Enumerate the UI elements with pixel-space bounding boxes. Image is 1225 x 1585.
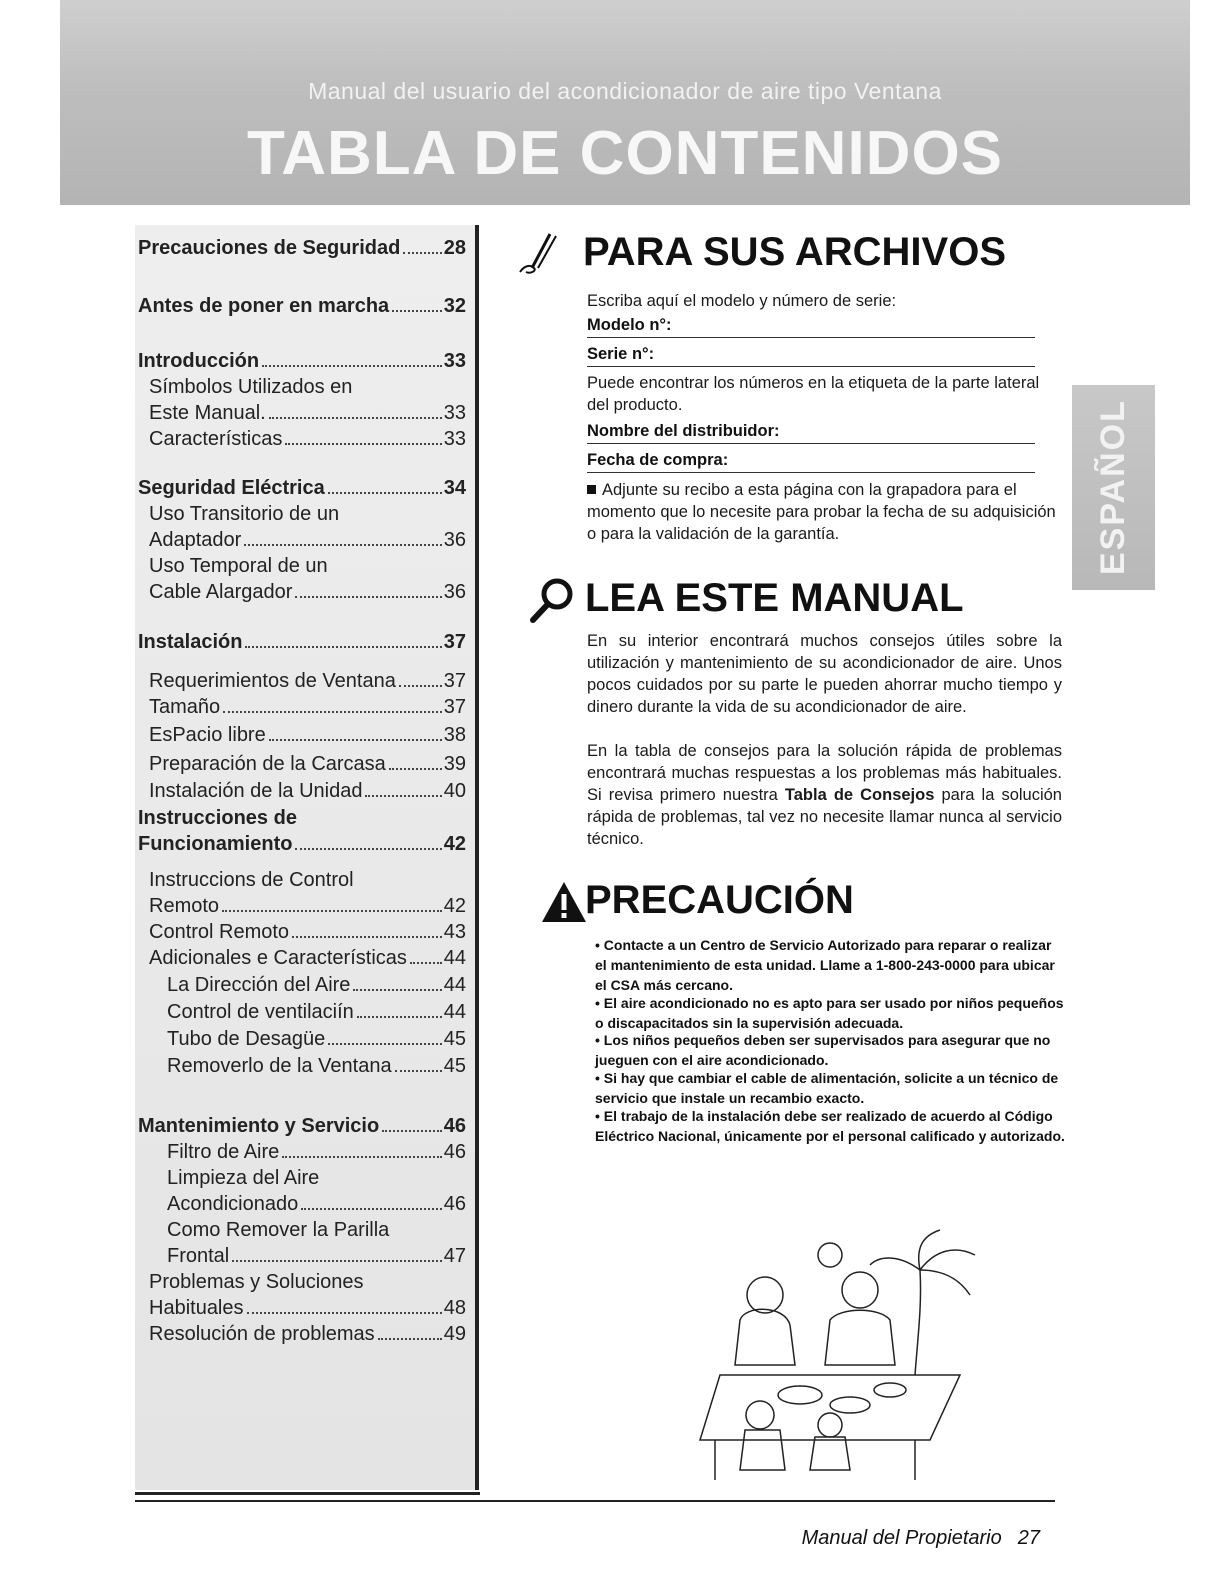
- language-tab-label: ESPAÑOL: [1094, 399, 1132, 576]
- bullet-icon: •: [595, 1032, 604, 1048]
- toc-leader-dots: [365, 795, 441, 797]
- caution-title: PRECAUCIÓN: [585, 878, 854, 922]
- caution-item: [595, 935, 1065, 995]
- toc-entry-label: Frontal: [167, 1245, 230, 1267]
- toc-entry-label: Requerimientos de Ventana: [149, 670, 396, 692]
- caution-item: [595, 1030, 1065, 1070]
- toc-entry: [149, 893, 466, 919]
- page-title: TABLA DE CONTENIDOS: [246, 119, 1004, 188]
- toc-entry-page: 39: [443, 753, 466, 775]
- toc-entry: [167, 1243, 466, 1269]
- toc-entry: [167, 1026, 466, 1052]
- magnifier-icon: [527, 574, 577, 624]
- toc-entry: [149, 400, 466, 426]
- read-manual-title: LEA ESTE MANUAL: [585, 576, 964, 620]
- toc-entry-label: Tubo de Desagüe: [167, 1028, 326, 1050]
- toc-entry: [149, 1269, 466, 1295]
- toc-entry-label: Control Remoto: [149, 921, 290, 943]
- toc-leader-dots: [403, 252, 441, 254]
- toc-bottom-border: [135, 1492, 480, 1495]
- toc-entry-label: EsPacio libre: [149, 724, 266, 746]
- toc-entry: [149, 426, 466, 452]
- toc-entry-page: 33: [443, 350, 466, 372]
- records-note: Puede encontrar los números en la etiqueta de la parte lateral del producto.: [587, 374, 1040, 414]
- toc-entry-label: Seguridad Eléctrica: [138, 477, 325, 499]
- toc-entry-label: Uso Temporal de un: [149, 555, 328, 577]
- toc-entry-label: Uso Transitorio de un: [149, 503, 340, 525]
- toc-entry-page: 38: [443, 724, 466, 746]
- toc-entry: [167, 972, 466, 998]
- toc-entry: [138, 475, 466, 501]
- toc-leader-dots: [292, 936, 442, 938]
- toc-leader-dots: [395, 1070, 442, 1072]
- bullet-icon: •: [595, 937, 604, 953]
- toc-entry-label: Adaptador: [149, 529, 242, 551]
- warning-icon: [540, 880, 588, 924]
- model-field: Modelo n°:: [587, 316, 1035, 338]
- toc-entry: [167, 1165, 466, 1191]
- toc-entry-page: 37: [443, 696, 466, 718]
- toc-entry-label: Limpieza del Aire: [167, 1167, 320, 1189]
- toc-leader-dots: [328, 492, 442, 494]
- toc-entry-page: 45: [443, 1055, 466, 1077]
- toc-entry-page: 32: [443, 295, 466, 317]
- records-intro: Escriba aquí el modelo y número de serie:: [587, 292, 897, 310]
- bullet-icon: •: [595, 1108, 604, 1124]
- toc-leader-dots: [244, 544, 441, 546]
- caution-item: [595, 1068, 1065, 1108]
- toc-entry-page: 46: [443, 1115, 466, 1137]
- toc-entry-page: 33: [443, 428, 466, 450]
- toc-entry-page: 46: [443, 1141, 466, 1163]
- bullet-icon: •: [595, 1070, 604, 1086]
- toc-entry-label: Adicionales e Características: [149, 947, 407, 969]
- toc-entry: [149, 1321, 466, 1347]
- toc-entry: [149, 374, 466, 400]
- read-manual-p1: En su interior encontrará muchos consejos útiles sobre la utilización y mantenimiento de su acondicionador de aire. Unos pocos cuidados por su parte le pueden ahorrar mucho tiempo y dinero durante la vida de su acondicionador de aire.: [587, 632, 1062, 716]
- toc-leader-dots: [301, 1208, 442, 1210]
- toc-entry-label: Instalación: [138, 631, 243, 653]
- toc-entry-label: La Dirección del Aire: [167, 974, 351, 996]
- toc-entry-label: Habituales: [149, 1297, 244, 1319]
- toc-entry: [138, 805, 466, 831]
- toc-leader-dots: [295, 848, 441, 850]
- dealer-field: Nombre del distribuidor:: [587, 422, 1035, 444]
- toc-entry-page: 36: [443, 529, 466, 551]
- toc-entry-page: 28: [443, 237, 466, 259]
- toc-leader-dots: [389, 768, 442, 770]
- toc-entry-page: 37: [443, 670, 466, 692]
- toc-entry-page: 46: [443, 1193, 466, 1215]
- toc-entry: [149, 722, 466, 748]
- toc-entry-page: 37: [443, 631, 466, 653]
- toc-entry-label: Funcionamiento: [138, 833, 293, 855]
- family-picnic-illustration: [690, 1225, 990, 1490]
- toc-entry-page: 36: [443, 581, 466, 603]
- footer-label: Manual del Propietario: [801, 1527, 1002, 1549]
- toc-leader-dots: [382, 1130, 442, 1132]
- toc-entry: [149, 867, 466, 893]
- toc-entry-page: 33: [443, 402, 466, 424]
- records-bullet-text: Adjunte su recibo a esta página con la grapadora para el momento que lo necesite para probar la fecha de su adquisición o para la validación de la garantía.: [587, 481, 1056, 543]
- toc-entry: [167, 1191, 466, 1217]
- toc-entry-label: Problemas y Soluciones: [149, 1271, 364, 1293]
- toc-entry: [149, 778, 466, 804]
- toc-leader-dots: [392, 310, 442, 312]
- toc-entry-label: Preparación de la Carcasa: [149, 753, 386, 775]
- toc-entry-page: 47: [443, 1245, 466, 1267]
- toc-entry-label: Características: [149, 428, 283, 450]
- toc-entry-label: Cable Alargador: [149, 581, 293, 603]
- language-tab: [1072, 385, 1155, 590]
- toc-entry-label: Precauciones de Seguridad: [138, 237, 401, 259]
- toc-entry-label: Remoto: [149, 895, 220, 917]
- caution-item: [595, 993, 1065, 1033]
- read-manual-p2-text: En la tabla de consejos para la solución rápida de problemas encontrará muchas respuestas a los problemas más habituales. Si revisa primero nuestra: [587, 742, 1062, 804]
- footer: [802, 1527, 1040, 1550]
- toc-entry: [149, 501, 466, 527]
- toc-entry-page: 44: [443, 974, 466, 996]
- purchase-date-field: Fecha de compra:: [587, 451, 1035, 473]
- page-number: 27: [1017, 1527, 1040, 1549]
- toc-leader-dots: [247, 1312, 442, 1314]
- toc-entry-label: Mantenimiento y Servicio: [138, 1115, 380, 1137]
- toc-entry-label: Introducción: [138, 350, 260, 372]
- toc-entry: [149, 579, 466, 605]
- toc-entry: [167, 1139, 466, 1165]
- toc-entry-label: Instalación de la Unidad: [149, 780, 363, 802]
- toc-entry-label: Como Remover la Parilla: [167, 1219, 390, 1241]
- toc-entry-label: Este Manual.: [149, 402, 266, 424]
- toc-entry: [149, 1295, 466, 1321]
- toc-entry: [138, 348, 466, 374]
- toc-leader-dots: [222, 910, 442, 912]
- toc-entry-label: Símbolos Utilizados en: [149, 376, 353, 398]
- toc-entry: [149, 919, 466, 945]
- toc-leader-dots: [269, 417, 442, 419]
- pen-icon: [510, 228, 560, 278]
- toc-leader-dots: [245, 646, 441, 648]
- toc-entry-page: 43: [443, 921, 466, 943]
- toc-leader-dots: [357, 1016, 442, 1018]
- toc-entry: [167, 1053, 466, 1079]
- toc-entry: [149, 668, 466, 694]
- caution-item: [595, 1106, 1065, 1146]
- header-banner: [60, 0, 1190, 205]
- toc-entry: [149, 553, 466, 579]
- toc-leader-dots: [353, 989, 441, 991]
- toc-entry-page: 48: [443, 1297, 466, 1319]
- toc-entry: [149, 527, 466, 553]
- toc-entry-page: 40: [443, 780, 466, 802]
- toc-entry: [138, 235, 466, 261]
- toc-entry-label: Acondicionado: [167, 1193, 299, 1215]
- toc-entry: [149, 751, 466, 777]
- toc-leader-dots: [378, 1338, 442, 1340]
- toc-entry-label: Instruccions de Control: [149, 869, 354, 891]
- toc-leader-dots: [285, 443, 441, 445]
- records-bullet: [587, 479, 1057, 545]
- toc-entry: [138, 629, 466, 655]
- bullet-icon: •: [595, 995, 604, 1011]
- serial-field: Serie n°:: [587, 345, 1035, 367]
- toc-leader-dots: [410, 962, 442, 964]
- toc-entry-page: 44: [443, 1001, 466, 1023]
- toc-leader-dots: [232, 1260, 442, 1262]
- caution-item-text: El trabajo de la instalación debe ser realizado de acuerdo al Código Eléctrico Nacional, únicamente por el personal calificado y autorizado.: [595, 1108, 1065, 1144]
- toc-leader-dots: [328, 1043, 441, 1045]
- toc-leader-dots: [399, 685, 442, 687]
- toc-entry: [149, 945, 466, 971]
- toc-leader-dots: [269, 739, 442, 741]
- toc-entry: [149, 694, 466, 720]
- toc-entry-label: Removerlo de la Ventana: [167, 1055, 392, 1077]
- toc-entry-page: 49: [443, 1323, 466, 1345]
- toc-entry-page: 42: [443, 833, 466, 855]
- records-title: PARA SUS ARCHIVOS: [583, 230, 1007, 274]
- toc-leader-dots: [223, 711, 442, 713]
- footer-rule: [135, 1500, 1055, 1502]
- toc-leader-dots: [282, 1156, 441, 1158]
- toc-leader-dots: [262, 365, 442, 367]
- toc-entry: [138, 293, 466, 319]
- toc-entry-label: Antes de poner en marcha: [138, 295, 390, 317]
- toc-entry-label: Control de ventilaciín: [167, 1001, 354, 1023]
- toc-entry-page: 42: [443, 895, 466, 917]
- toc-entry-label: Filtro de Aire: [167, 1141, 280, 1163]
- square-bullet-icon: [587, 485, 596, 494]
- toc-entry-page: 45: [443, 1028, 466, 1050]
- banner-subtitle: Manual del usuario del acondicionador de aire tipo Ventana: [308, 78, 942, 104]
- read-manual-p2-tail: para la solución rápida de problemas, tal vez no necesite llamar nunca al servicio técnico.: [587, 786, 1062, 848]
- caution-item-text: Los niños pequeños deben ser supervisados para asegurar que no jueguen con el aire acondicionado.: [595, 1032, 1051, 1068]
- tips-table-reference: Tabla de Consejos: [784, 786, 935, 804]
- toc-entry: [167, 1217, 466, 1243]
- caution-item-text: Contacte a un Centro de Servicio Autorizado para reparar o realizar el mantenimiento de esta unidad. Llame a 1-800-243-0000 para ubicar el CSA más cercano.: [595, 937, 1055, 993]
- toc-entry-page: 44: [443, 947, 466, 969]
- toc-entry-label: Resolución de problemas: [149, 1323, 375, 1345]
- toc-entry-page: 34: [443, 477, 466, 499]
- toc-entry-label: Instrucciones de: [138, 807, 297, 829]
- toc-leader-dots: [295, 596, 441, 598]
- read-manual-p2: [587, 740, 1062, 850]
- toc-entry: [138, 831, 466, 857]
- toc-entry: [167, 999, 466, 1025]
- toc-entry: [138, 1113, 466, 1139]
- caution-item-text: Si hay que cambiar el cable de alimentación, solicite a un técnico de servicio que instale un recambio exacto.: [595, 1070, 1059, 1106]
- table-of-contents: [135, 225, 479, 1490]
- toc-entry-label: Tamaño: [149, 696, 221, 718]
- caution-item-text: El aire acondicionado no es apto para ser usado por niños pequeños o discapacitados sin la supervisión adecuada.: [595, 995, 1064, 1031]
